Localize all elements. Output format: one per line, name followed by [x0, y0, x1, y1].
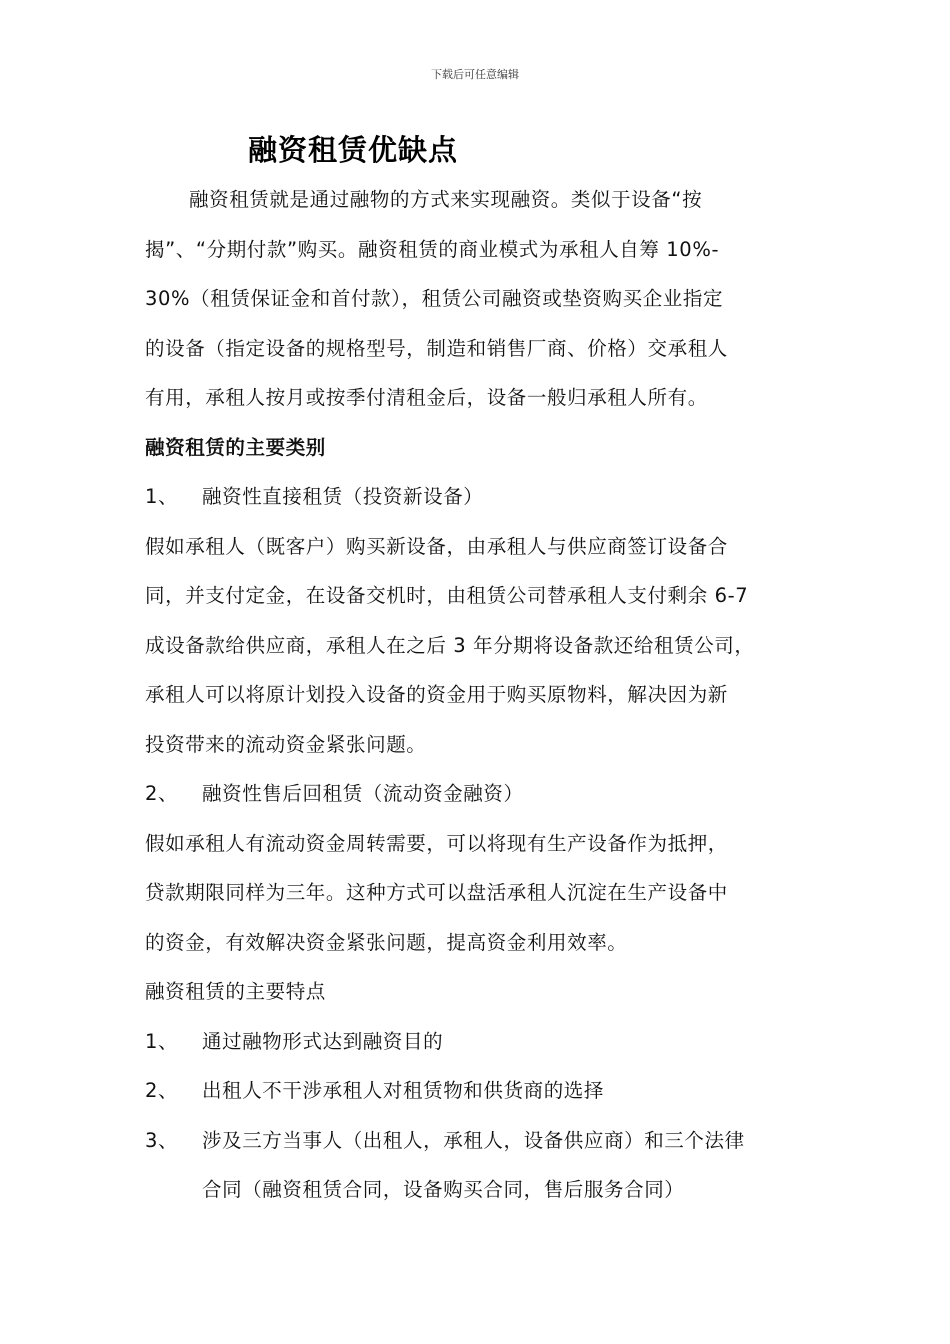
- header-note: 下载后可任意编辑: [431, 68, 519, 81]
- feature-item-2: [145, 1071, 813, 1121]
- feature-text: 涉及三方当事人（出租人，承租人，设备供应商）和三个法律: [202, 1128, 745, 1152]
- intro-line: 30%（租赁保证金和首付款），租赁公司融资或垫资购买企业指定: [145, 287, 724, 310]
- list-number: 2、: [145, 782, 179, 805]
- feature-item-3: [145, 1121, 813, 1171]
- features-heading: 融资租赁的主要特点: [145, 980, 326, 1003]
- category-title: 融资性售后回租赁（流动资金融资）: [202, 782, 524, 805]
- intro-line: 的设备（指定设备的规格型号，制造和销售厂商、价格）交承租人: [145, 336, 728, 360]
- document-title: 融资租赁优缺点: [248, 133, 459, 167]
- feature-text: 出租人不干涉承租人对租赁物和供货商的选择: [202, 1079, 605, 1102]
- category-text-line: 投资带来的流动资金紧张问题。: [145, 732, 427, 756]
- intro-line: 揭”、“分期付款”购买。融资租赁的商业模式为承租人自筹 10%-: [145, 237, 720, 261]
- category-text-line: 同，并支付定金，在设备交机时，由租赁公司替承租人支付剩余 6-7: [145, 584, 749, 607]
- categories-heading: 融资租赁的主要类别: [145, 435, 326, 459]
- category-text-line: 贷款期限同样为三年。这种方式可以盘活承租人沉淀在生产设备中: [145, 881, 728, 904]
- list-number: 1、: [145, 1029, 179, 1053]
- intro-line: 有用，承租人按月或按季付清租金后，设备一般归承租人所有。: [145, 386, 708, 409]
- category-item-1: [145, 477, 813, 527]
- intro-line: 融资租赁就是通过融物的方式来实现融资。类似于设备“按: [189, 188, 703, 211]
- feature-text-continuation: 合同（融资租赁合同，设备购买合同，售后服务合同）: [202, 1178, 685, 1201]
- category-text-line: 假如承租人（既客户）购买新设备，由承租人与供应商签订设备合: [145, 534, 728, 558]
- category-text-line: 的资金，有效解决资金紧张问题，提高资金利用效率。: [145, 930, 628, 954]
- category-title: 融资性直接租赁（投资新设备）: [202, 485, 484, 508]
- feature-item-1: [145, 1022, 813, 1072]
- category-item-2: [145, 774, 813, 824]
- document-body: [145, 180, 813, 1220]
- list-number: 1、: [145, 485, 179, 508]
- feature-text: 通过融物形式达到融资目的: [202, 1029, 444, 1053]
- list-number: 2、: [145, 1079, 179, 1102]
- list-number: 3、: [145, 1128, 179, 1152]
- category-text-line: 成设备款给供应商，承租人在之后 3 年分期将设备款还给租赁公司，: [145, 633, 755, 657]
- category-text-line: 承租人可以将原计划投入设备的资金用于购买原物料，解决因为新: [145, 683, 728, 706]
- category-text-line: 假如承租人有流动资金周转需要，可以将现有生产设备作为抵押，: [145, 831, 728, 855]
